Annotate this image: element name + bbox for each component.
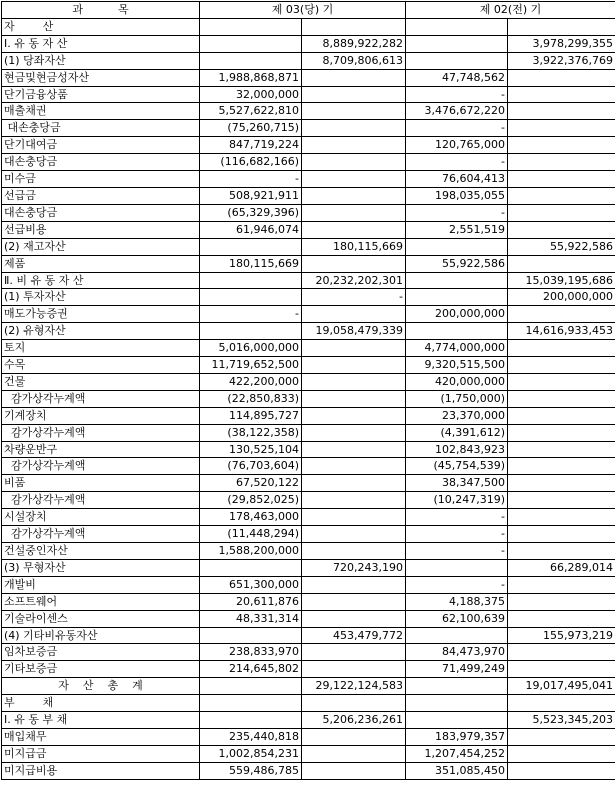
prior-detail-value xyxy=(406,559,508,576)
table-row xyxy=(2,441,615,458)
prior-subtotal-value xyxy=(508,509,615,526)
current-detail-value: 114,895,727 xyxy=(200,407,302,424)
prior-subtotal-value: 19,017,495,041 xyxy=(508,678,615,695)
table-row xyxy=(2,187,615,204)
prior-subtotal-value xyxy=(508,644,615,661)
current-subtotal-value xyxy=(302,120,406,137)
prior-detail-value: - xyxy=(406,120,508,137)
current-detail-value xyxy=(200,559,302,576)
current-detail-value: 238,833,970 xyxy=(200,644,302,661)
account-label: 감가상각누계액 xyxy=(2,492,200,509)
account-label: 개발비 xyxy=(2,576,200,593)
current-detail-value: 214,645,802 xyxy=(200,661,302,678)
prior-detail-value: 47,748,562 xyxy=(406,69,508,86)
table-row xyxy=(2,762,615,779)
current-subtotal-value: 720,243,190 xyxy=(302,559,406,576)
current-subtotal-value xyxy=(302,373,406,390)
account-label: 단기금융상품 xyxy=(2,86,200,103)
table-row xyxy=(2,559,615,576)
current-detail-value: 48,331,314 xyxy=(200,610,302,627)
prior-detail-value: 351,085,450 xyxy=(406,762,508,779)
prior-subtotal-value xyxy=(508,221,615,238)
current-subtotal-value: 19,058,479,339 xyxy=(302,323,406,340)
account-label: 감가상각누계액 xyxy=(2,458,200,475)
account-label: Ⅰ. 유 동 자 산 xyxy=(2,35,200,52)
prior-detail-value: 102,843,923 xyxy=(406,441,508,458)
table-row xyxy=(2,661,615,678)
current-subtotal-value xyxy=(302,661,406,678)
current-subtotal-value xyxy=(302,424,406,441)
prior-detail-value: - xyxy=(406,526,508,543)
current-subtotal-value: 29,122,124,583 xyxy=(302,678,406,695)
current-subtotal-value xyxy=(302,357,406,374)
table-row xyxy=(2,204,615,221)
prior-subtotal-value xyxy=(508,576,615,593)
current-detail-value xyxy=(200,678,302,695)
account-label: 토지 xyxy=(2,340,200,357)
account-label: 대손충당금 xyxy=(2,204,200,221)
prior-subtotal-value: 15,039,195,686 xyxy=(508,272,615,289)
current-detail-value: (22,850,833) xyxy=(200,390,302,407)
account-label: 임차보증금 xyxy=(2,644,200,661)
account-label: (3) 무형자산 xyxy=(2,559,200,576)
account-label: (4) 기타비유동자산 xyxy=(2,627,200,644)
current-detail-value: (11,448,294) xyxy=(200,526,302,543)
prior-subtotal-value xyxy=(508,137,615,154)
account-label: 감가상각누계액 xyxy=(2,526,200,543)
current-detail-value xyxy=(200,712,302,729)
table-row xyxy=(2,475,615,492)
account-label: 차량운반구 xyxy=(2,441,200,458)
table-row xyxy=(2,69,615,86)
table-row xyxy=(2,103,615,120)
current-detail-value xyxy=(200,695,302,712)
prior-detail-value: 84,473,970 xyxy=(406,644,508,661)
account-label: 감가상각누계액 xyxy=(2,424,200,441)
prior-detail-value: - xyxy=(406,543,508,560)
current-detail-value: 1,002,854,231 xyxy=(200,745,302,762)
table-row xyxy=(2,627,615,644)
current-subtotal-value xyxy=(302,695,406,712)
prior-subtotal-value xyxy=(508,357,615,374)
account-label: 기타보증금 xyxy=(2,661,200,678)
current-subtotal-value xyxy=(302,543,406,560)
current-subtotal-value: 453,479,772 xyxy=(302,627,406,644)
current-subtotal-value xyxy=(302,745,406,762)
prior-subtotal-value xyxy=(508,103,615,120)
table-row xyxy=(2,272,615,289)
current-detail-value: (76,703,604) xyxy=(200,458,302,475)
prior-detail-value xyxy=(406,678,508,695)
table-row xyxy=(2,289,615,306)
prior-subtotal-value xyxy=(508,610,615,627)
account-label: 선급금 xyxy=(2,187,200,204)
prior-detail-value: 200,000,000 xyxy=(406,306,508,323)
current-detail-value: 5,527,622,810 xyxy=(200,103,302,120)
current-subtotal-value: 8,889,922,282 xyxy=(302,35,406,52)
table-row xyxy=(2,458,615,475)
prior-subtotal-value xyxy=(508,204,615,221)
account-label: 매도가능증권 xyxy=(2,306,200,323)
prior-detail-value xyxy=(406,238,508,255)
prior-detail-value xyxy=(406,35,508,52)
prior-subtotal-value xyxy=(508,306,615,323)
current-subtotal-value xyxy=(302,441,406,458)
current-subtotal-value: 180,115,669 xyxy=(302,238,406,255)
table-row xyxy=(2,576,615,593)
table-row xyxy=(2,492,615,509)
current-subtotal-value xyxy=(302,187,406,204)
prior-subtotal-value xyxy=(508,171,615,188)
current-subtotal-value xyxy=(302,492,406,509)
current-subtotal-value xyxy=(302,221,406,238)
account-label: 미수금 xyxy=(2,171,200,188)
table-row xyxy=(2,340,615,357)
current-subtotal-value xyxy=(302,407,406,424)
current-detail-value: - xyxy=(200,171,302,188)
account-label: (2) 재고자산 xyxy=(2,238,200,255)
prior-detail-value: 9,320,515,500 xyxy=(406,357,508,374)
account-label: (1) 당좌자산 xyxy=(2,52,200,69)
header-row xyxy=(2,2,615,19)
prior-subtotal-value xyxy=(508,390,615,407)
table-row xyxy=(2,357,615,374)
current-subtotal-value xyxy=(302,762,406,779)
prior-subtotal-value xyxy=(508,255,615,272)
account-label: (2) 유형자산 xyxy=(2,323,200,340)
header-account: 과 목 xyxy=(2,2,200,19)
current-subtotal-value xyxy=(302,526,406,543)
prior-detail-value: (10,247,319) xyxy=(406,492,508,509)
current-subtotal-value xyxy=(302,86,406,103)
current-subtotal-value xyxy=(302,509,406,526)
prior-detail-value xyxy=(406,289,508,306)
current-detail-value xyxy=(200,272,302,289)
table-row xyxy=(2,712,615,729)
table-row xyxy=(2,18,615,35)
current-subtotal-value xyxy=(302,593,406,610)
table-row xyxy=(2,543,615,560)
current-subtotal-value xyxy=(302,576,406,593)
prior-detail-value: - xyxy=(406,154,508,171)
table-row xyxy=(2,678,615,695)
current-subtotal-value xyxy=(302,69,406,86)
account-label: 매입채무 xyxy=(2,728,200,745)
table-row xyxy=(2,373,615,390)
current-detail-value: (38,122,358) xyxy=(200,424,302,441)
prior-subtotal-value xyxy=(508,120,615,137)
current-subtotal-value xyxy=(302,475,406,492)
prior-subtotal-value xyxy=(508,661,615,678)
table-row xyxy=(2,171,615,188)
prior-detail-value: 76,604,413 xyxy=(406,171,508,188)
current-detail-value: 180,115,669 xyxy=(200,255,302,272)
current-detail-value xyxy=(200,323,302,340)
prior-detail-value xyxy=(406,323,508,340)
current-subtotal-value xyxy=(302,728,406,745)
prior-subtotal-value xyxy=(508,593,615,610)
prior-detail-value: 1,207,454,252 xyxy=(406,745,508,762)
current-detail-value: 67,520,122 xyxy=(200,475,302,492)
prior-detail-value: 183,979,357 xyxy=(406,728,508,745)
table-row xyxy=(2,137,615,154)
prior-detail-value: 4,188,375 xyxy=(406,593,508,610)
prior-subtotal-value xyxy=(508,154,615,171)
table-row xyxy=(2,255,615,272)
prior-subtotal-value xyxy=(508,543,615,560)
prior-detail-value: (1,750,000) xyxy=(406,390,508,407)
prior-subtotal-value xyxy=(508,86,615,103)
account-label: 수목 xyxy=(2,357,200,374)
prior-detail-value: - xyxy=(406,509,508,526)
current-detail-value: 559,486,785 xyxy=(200,762,302,779)
prior-detail-value: (4,391,612) xyxy=(406,424,508,441)
table-row xyxy=(2,52,615,69)
account-label: 매출채권 xyxy=(2,103,200,120)
financial-statement-table xyxy=(1,1,615,780)
current-detail-value: 5,016,000,000 xyxy=(200,340,302,357)
current-subtotal-value xyxy=(302,137,406,154)
table-row xyxy=(2,86,615,103)
account-label: Ⅱ. 비 유 동 자 산 xyxy=(2,272,200,289)
table-row xyxy=(2,728,615,745)
current-detail-value: - xyxy=(200,306,302,323)
current-detail-value: (65,329,396) xyxy=(200,204,302,221)
prior-subtotal-value xyxy=(508,526,615,543)
current-detail-value xyxy=(200,627,302,644)
prior-subtotal-value xyxy=(508,475,615,492)
prior-detail-value xyxy=(406,627,508,644)
table-row xyxy=(2,120,615,137)
prior-subtotal-value: 3,922,376,769 xyxy=(508,52,615,69)
account-label: 자 산 xyxy=(2,18,200,35)
table-row xyxy=(2,306,615,323)
current-detail-value xyxy=(200,18,302,35)
table-row xyxy=(2,238,615,255)
account-label: Ⅰ. 유 동 부 채 xyxy=(2,712,200,729)
prior-detail-value: 71,499,249 xyxy=(406,661,508,678)
header-current-period: 제 03(당) 기 xyxy=(200,2,406,19)
account-label: 기술라이센스 xyxy=(2,610,200,627)
account-label: 시설장치 xyxy=(2,509,200,526)
prior-detail-value: 2,551,519 xyxy=(406,221,508,238)
current-subtotal-value xyxy=(302,610,406,627)
header-prior-period: 제 02(전) 기 xyxy=(406,2,615,19)
account-label: 부 채 xyxy=(2,695,200,712)
table-row xyxy=(2,509,615,526)
prior-subtotal-value xyxy=(508,407,615,424)
account-label: 감가상각누계액 xyxy=(2,390,200,407)
prior-detail-value xyxy=(406,52,508,69)
current-detail-value: (116,682,166) xyxy=(200,154,302,171)
current-subtotal-value: - xyxy=(302,289,406,306)
current-detail-value xyxy=(200,35,302,52)
table-row xyxy=(2,745,615,762)
prior-detail-value: 62,100,639 xyxy=(406,610,508,627)
prior-subtotal-value xyxy=(508,458,615,475)
account-label: 제품 xyxy=(2,255,200,272)
prior-detail-value: 3,476,672,220 xyxy=(406,103,508,120)
prior-subtotal-value: 155,973,219 xyxy=(508,627,615,644)
account-label: 자 산 총 계 xyxy=(2,678,200,695)
table-row xyxy=(2,407,615,424)
table-row xyxy=(2,424,615,441)
current-subtotal-value xyxy=(302,306,406,323)
account-label: 비품 xyxy=(2,475,200,492)
current-subtotal-value xyxy=(302,171,406,188)
prior-subtotal-value xyxy=(508,441,615,458)
prior-subtotal-value: 200,000,000 xyxy=(508,289,615,306)
table-row xyxy=(2,323,615,340)
account-label: 단기대여금 xyxy=(2,137,200,154)
current-detail-value: 422,200,000 xyxy=(200,373,302,390)
current-detail-value: (29,852,025) xyxy=(200,492,302,509)
account-label: 현금및현금성자산 xyxy=(2,69,200,86)
current-detail-value: 235,440,818 xyxy=(200,728,302,745)
table-row xyxy=(2,35,615,52)
prior-subtotal-value xyxy=(508,424,615,441)
table-row xyxy=(2,644,615,661)
current-subtotal-value xyxy=(302,458,406,475)
current-subtotal-value: 20,232,202,301 xyxy=(302,272,406,289)
prior-detail-value: - xyxy=(406,86,508,103)
prior-detail-value xyxy=(406,712,508,729)
prior-detail-value xyxy=(406,18,508,35)
prior-subtotal-value: 5,523,345,203 xyxy=(508,712,615,729)
current-detail-value: 508,921,911 xyxy=(200,187,302,204)
current-subtotal-value xyxy=(302,340,406,357)
prior-subtotal-value xyxy=(508,695,615,712)
current-detail-value: 32,000,000 xyxy=(200,86,302,103)
table-row xyxy=(2,221,615,238)
prior-detail-value: 38,347,500 xyxy=(406,475,508,492)
account-label: 기계장치 xyxy=(2,407,200,424)
prior-subtotal-value: 55,922,586 xyxy=(508,238,615,255)
prior-subtotal-value: 3,978,299,355 xyxy=(508,35,615,52)
account-label: 대손충당금 xyxy=(2,120,200,137)
prior-subtotal-value xyxy=(508,762,615,779)
prior-detail-value xyxy=(406,695,508,712)
table-row xyxy=(2,526,615,543)
current-subtotal-value xyxy=(302,154,406,171)
current-subtotal-value xyxy=(302,255,406,272)
account-label: 대손충당금 xyxy=(2,154,200,171)
current-subtotal-value: 5,206,236,261 xyxy=(302,712,406,729)
prior-detail-value: (45,754,539) xyxy=(406,458,508,475)
account-label: 건설중인자산 xyxy=(2,543,200,560)
current-subtotal-value xyxy=(302,390,406,407)
table-row xyxy=(2,610,615,627)
current-detail-value xyxy=(200,238,302,255)
prior-subtotal-value xyxy=(508,373,615,390)
prior-subtotal-value: 66,289,014 xyxy=(508,559,615,576)
prior-detail-value: 198,035,055 xyxy=(406,187,508,204)
current-detail-value: 20,611,876 xyxy=(200,593,302,610)
table-row xyxy=(2,593,615,610)
prior-detail-value: - xyxy=(406,204,508,221)
current-subtotal-value xyxy=(302,103,406,120)
account-label: 미지급금 xyxy=(2,745,200,762)
current-subtotal-value: 8,709,806,613 xyxy=(302,52,406,69)
prior-subtotal-value xyxy=(508,18,615,35)
current-detail-value: 61,946,074 xyxy=(200,221,302,238)
current-detail-value: 1,588,200,000 xyxy=(200,543,302,560)
prior-subtotal-value xyxy=(508,492,615,509)
prior-detail-value: 420,000,000 xyxy=(406,373,508,390)
prior-subtotal-value: 14,616,933,453 xyxy=(508,323,615,340)
account-label: 건물 xyxy=(2,373,200,390)
current-detail-value xyxy=(200,52,302,69)
table-row xyxy=(2,390,615,407)
prior-subtotal-value xyxy=(508,745,615,762)
account-label: 미지급비용 xyxy=(2,762,200,779)
current-subtotal-value xyxy=(302,204,406,221)
account-label: (1) 투자자산 xyxy=(2,289,200,306)
prior-subtotal-value xyxy=(508,187,615,204)
prior-subtotal-value xyxy=(508,340,615,357)
prior-detail-value: 23,370,000 xyxy=(406,407,508,424)
current-detail-value: 11,719,652,500 xyxy=(200,357,302,374)
prior-detail-value: 55,922,586 xyxy=(406,255,508,272)
prior-subtotal-value xyxy=(508,69,615,86)
current-detail-value: 651,300,000 xyxy=(200,576,302,593)
table-row xyxy=(2,154,615,171)
prior-detail-value: 4,774,000,000 xyxy=(406,340,508,357)
current-detail-value: 847,719,224 xyxy=(200,137,302,154)
current-subtotal-value xyxy=(302,644,406,661)
current-detail-value: 1,988,868,871 xyxy=(200,69,302,86)
prior-detail-value xyxy=(406,272,508,289)
prior-detail-value: - xyxy=(406,576,508,593)
account-label: 선급비용 xyxy=(2,221,200,238)
current-detail-value xyxy=(200,289,302,306)
current-detail-value: 130,525,104 xyxy=(200,441,302,458)
account-label: 소프트웨어 xyxy=(2,593,200,610)
current-subtotal-value xyxy=(302,18,406,35)
current-detail-value: (75,260,715) xyxy=(200,120,302,137)
prior-subtotal-value xyxy=(508,728,615,745)
current-detail-value: 178,463,000 xyxy=(200,509,302,526)
table-row xyxy=(2,695,615,712)
prior-detail-value: 120,765,000 xyxy=(406,137,508,154)
